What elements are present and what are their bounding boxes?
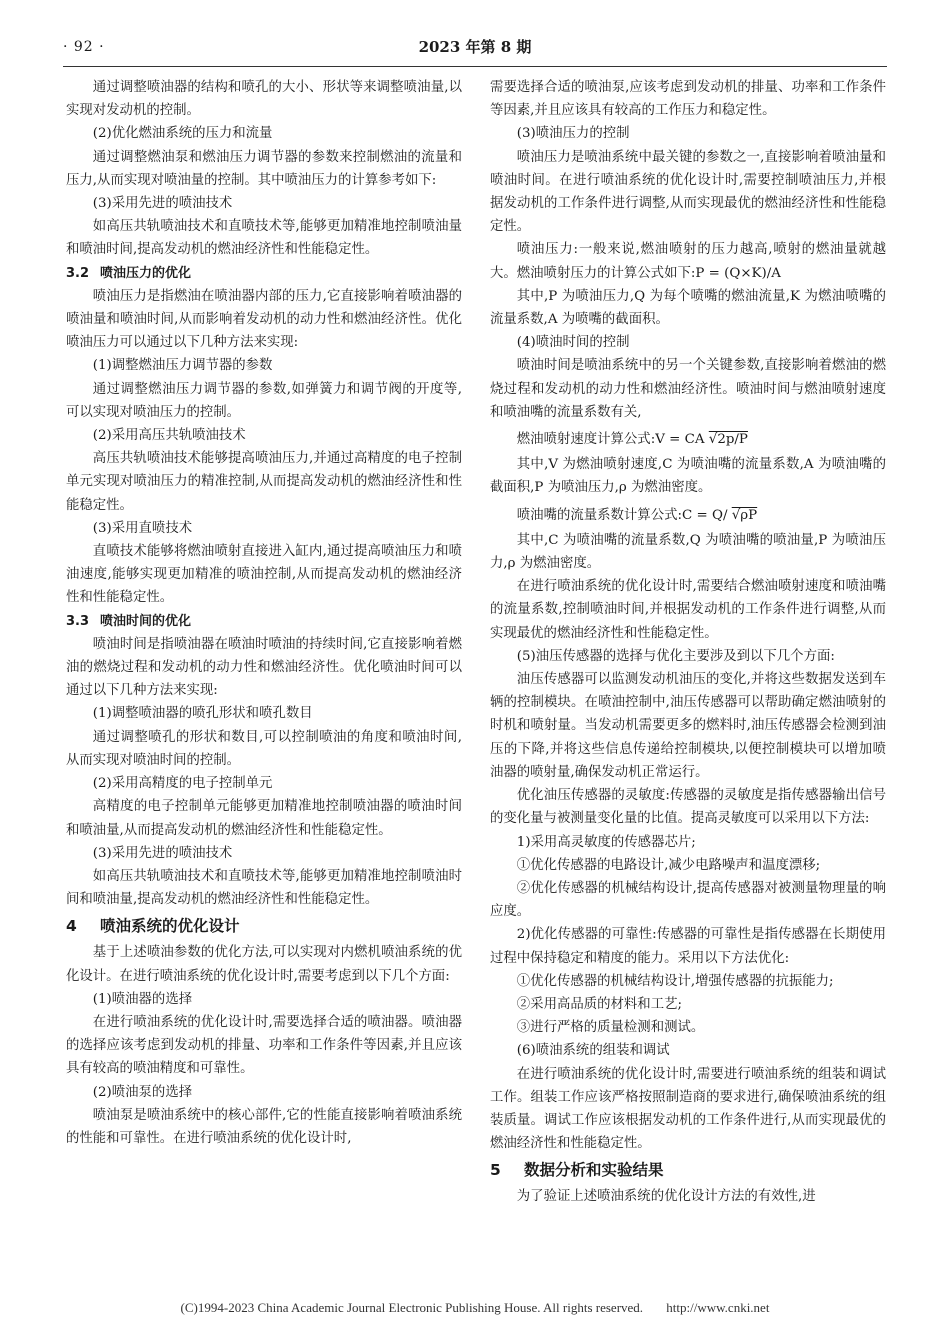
- left-column: [66, 76, 462, 1150]
- paragraph: 直喷技术能够将燃油喷射直接进入缸内,通过提高喷油压力和喷油速度,能够实现更加精准的喷油控制,从而提高发动机的燃油经济性和性能稳定性。: [66, 544, 462, 606]
- formula-injection-velocity: 燃油喷射速度计算公式:V = CA √2p/P: [516, 432, 748, 448]
- section-heading-4: 4 喷油系统的优化设计: [66, 917, 240, 936]
- formula-flow-coefficient: 喷油嘴的流量系数计算公式:C = Q/ √ρP: [516, 507, 758, 523]
- copyright-notice: (C)1994-2023 China Academic Journal Electronic Publishing House. All rights reserved.: [180, 1300, 644, 1315]
- list-item: (3)采用先进的喷油技术: [92, 196, 233, 212]
- page-number: · 92 ·: [63, 39, 105, 55]
- list-item: (1)调整燃油压力调节器的参数: [92, 358, 273, 374]
- list-item: 1)采用高灵敏度的传感器芯片;: [516, 834, 696, 850]
- list-item: ①优化传感器的机械结构设计,增强传感器的抗振能力;: [516, 973, 834, 989]
- paragraph: 通过调整喷孔的形状和数目,可以控制喷油的角度和喷油时间,从而实现对喷油时间的控制。: [66, 729, 462, 768]
- page-header: [63, 36, 887, 60]
- paragraph: 如高压共轨喷油技术和直喷技术等,能够更加精准地控制喷油时间和喷油量,提高发动机的燃油经济性和性能稳定性。: [66, 868, 462, 908]
- paragraph: 其中,P 为喷油压力,Q 为每个喷嘴的燃油流量,K 为燃油喷嘴的流量系数,A 为喷嘴的截面积。: [490, 288, 886, 328]
- paragraph: 如高压共轨喷油技术和直喷技术等,能够更加精准地控制喷油量和喷油时间,提高发动机的燃油经济性和性能稳定性。: [66, 219, 462, 258]
- paragraph: 喷油时间是指喷油器在喷油时喷油的持续时间,它直接影响着燃油的燃烧过程和发动机的动力性和燃油经济性。优化喷油时间可以通过以下几种方法来实现:: [66, 636, 462, 699]
- paragraph: 油压传感器可以监测发动机油压的变化,并将这些数据发送到车辆的控制模块。在喷油控制中,油压传感器可以帮助确定燃油喷射的时机和喷射量。当发动机需要更多的燃料时,油压传感器会检测到油压的下降,并将这些信息传递给控制模块,以便控制模块可以增加喷油器的喷射量,确保发动机正常运行。: [490, 672, 886, 780]
- paragraph: 喷油泵是喷油系统中的核心部件,它的性能直接影响着喷油系统的性能和可靠性。在进行喷油系统的优化设计时,: [66, 1107, 462, 1146]
- paragraph: 在进行喷油系统的优化设计时,需要结合燃油喷射速度和喷油嘴的流量系数,控制喷油时间,并根据发动机的工作条件进行调整,从而实现最优的燃油经济性和性能稳定性。: [490, 579, 886, 641]
- list-item: (2)采用高压共轨喷油技术: [92, 428, 246, 444]
- list-item: (2)喷油泵的选择: [92, 1084, 193, 1100]
- list-item: (3)采用先进的喷油技术: [92, 845, 233, 861]
- list-item: (3)喷油压力的控制: [516, 126, 630, 142]
- paragraph: ②优化传感器的机械结构设计,提高传感器对被测量物理量的响应度。: [490, 880, 886, 920]
- paragraph: 其中,C 为喷油嘴的流量系数,Q 为喷油嘴的喷油量,P 为喷油压力,ρ 为燃油密度。: [490, 532, 886, 572]
- paragraph: 基于上述喷油参数的优化方法,可以实现对内燃机喷油系统的优化设计。在进行喷油系统的优化设计时,需要考虑到以下几个方面:: [66, 945, 462, 984]
- paragraph: 通过调整燃油压力调节器的参数,如弹簧力和调节阀的开度等,可以实现对喷油压力的控制。: [66, 381, 462, 420]
- right-column: [490, 76, 886, 1209]
- list-item: (1)喷油器的选择: [92, 991, 193, 1007]
- section-heading-3-2: 3.2 喷油压力的优化: [66, 265, 192, 281]
- paragraph: 优化油压传感器的灵敏度:传感器的灵敏度是指传感器输出信号的变化量与被测量变化量的比值。提高灵敏度可以采用以下方法:: [490, 788, 886, 827]
- paragraph: 高精度的电子控制单元能够更加精准地控制喷油器的喷油时间和喷油量,从而提高发动机的燃油经济性和性能稳定性。: [66, 799, 462, 838]
- paragraph: 高压共轨喷油技术能够提高喷油压力,并通过高精度的电子控制单元实现对喷油压力的精准控制,从而提高发动机的燃油经济性和性能稳定性。: [66, 451, 462, 513]
- list-item: (3)采用直喷技术: [92, 520, 193, 536]
- paragraph: 喷油时间是喷油系统中的另一个关键参数,直接影响着燃油的燃烧过程和发动机的动力性和燃油经济性。喷油时间与燃油喷射速度和喷油嘴的流量系数有关,: [490, 358, 886, 420]
- list-item: (1)调整喷油器的喷孔形状和喷孔数目: [92, 706, 313, 722]
- paragraph: 通过调整燃油泵和燃油压力调节器的参数来控制燃油的流量和压力,从而实现对喷油量的控制。其中喷油压力的计算参考如下:: [66, 149, 462, 188]
- paragraph: 通过调整喷油器的结构和喷孔的大小、形状等来调整喷油量,以实现对发动机的控制。: [66, 80, 462, 119]
- header-rule: [63, 66, 887, 67]
- section-heading-5: 5 数据分析和实验结果: [490, 1161, 664, 1180]
- paragraph: 在进行喷油系统的优化设计时,需要选择合适的喷油器。喷油器的选择应该考虑到发动机的排量、功率和工作条件等因素,并且应该具有较高的喷油精度和可靠性。: [66, 1014, 462, 1077]
- paragraph: 为了验证上述喷油系统的优化设计方法的有效性,进: [516, 1189, 816, 1205]
- list-item: ①优化传感器的电路设计,减少电路噪声和温度漂移;: [516, 857, 821, 873]
- list-item: ②采用高品质的材料和工艺;: [516, 996, 682, 1012]
- list-item: ③进行严格的质量检测和测试。: [516, 1020, 705, 1036]
- paragraph: 需要选择合适的喷油泵,应该考虑到发动机的排量、功率和工作条件等因素,并且应该具有较高的工作压力和稳定性。: [490, 80, 886, 119]
- paragraph: 2)优化传感器的可靠性:传感器的可靠性是指传感器在长期使用过程中保持稳定和精度的能力。采用以下方法优化:: [490, 927, 886, 966]
- paragraph: 喷油压力是喷油系统中最关键的参数之一,直接影响着喷油量和喷油时间。在进行喷油系统的优化设计时,需要控制喷油压力,并根据发动机的工作条件进行调整,从而实现最优的燃油经济性和性能稳定性。: [490, 149, 886, 235]
- paragraph: 其中,V 为燃油喷射速度,C 为喷油嘴的流量系数,A 为喷油嘴的截面积,P 为喷油压力,ρ 为燃油密度。: [490, 457, 886, 496]
- paragraph: (5)油压传感器的选择与优化主要涉及到以下几个方面:: [516, 648, 835, 664]
- list-item: (4)喷油时间的控制: [516, 335, 630, 351]
- paragraph: 在进行喷油系统的优化设计时,需要进行喷油系统的组装和调试工作。组装工作应该严格按照制造商的要求进行,确保喷油系统的组装质量。调试工作应该根据发动机的工作条件进行,从而实现最优的燃油经济性和性能稳定性。: [490, 1066, 886, 1152]
- list-item: (2)优化燃油系统的压力和流量: [92, 126, 273, 142]
- section-heading-3-3: 3.3 喷油时间的优化: [66, 613, 192, 629]
- paragraph: 喷油压力:一般来说,燃油喷射的压力越高,喷射的燃油量就越大。燃油喷射压力的计算公式如下:P = (Q×K)/A: [490, 242, 886, 281]
- paragraph: 喷油压力是指燃油在喷油器内部的压力,它直接影响着喷油器的喷油量和喷油时间,从而影响着发动机的动力性和燃油经济性。优化喷油压力可以通过以下几种方法来实现:: [66, 288, 462, 351]
- list-item: (6)喷油系统的组装和调试: [516, 1043, 670, 1059]
- page-footer: [0, 1296, 950, 1319]
- footer-url: http://www.cnki.net: [666, 1300, 770, 1315]
- list-item: (2)采用高精度的电子控制单元: [92, 776, 273, 792]
- journal-issue: 2023 年第 8 期: [418, 38, 532, 56]
